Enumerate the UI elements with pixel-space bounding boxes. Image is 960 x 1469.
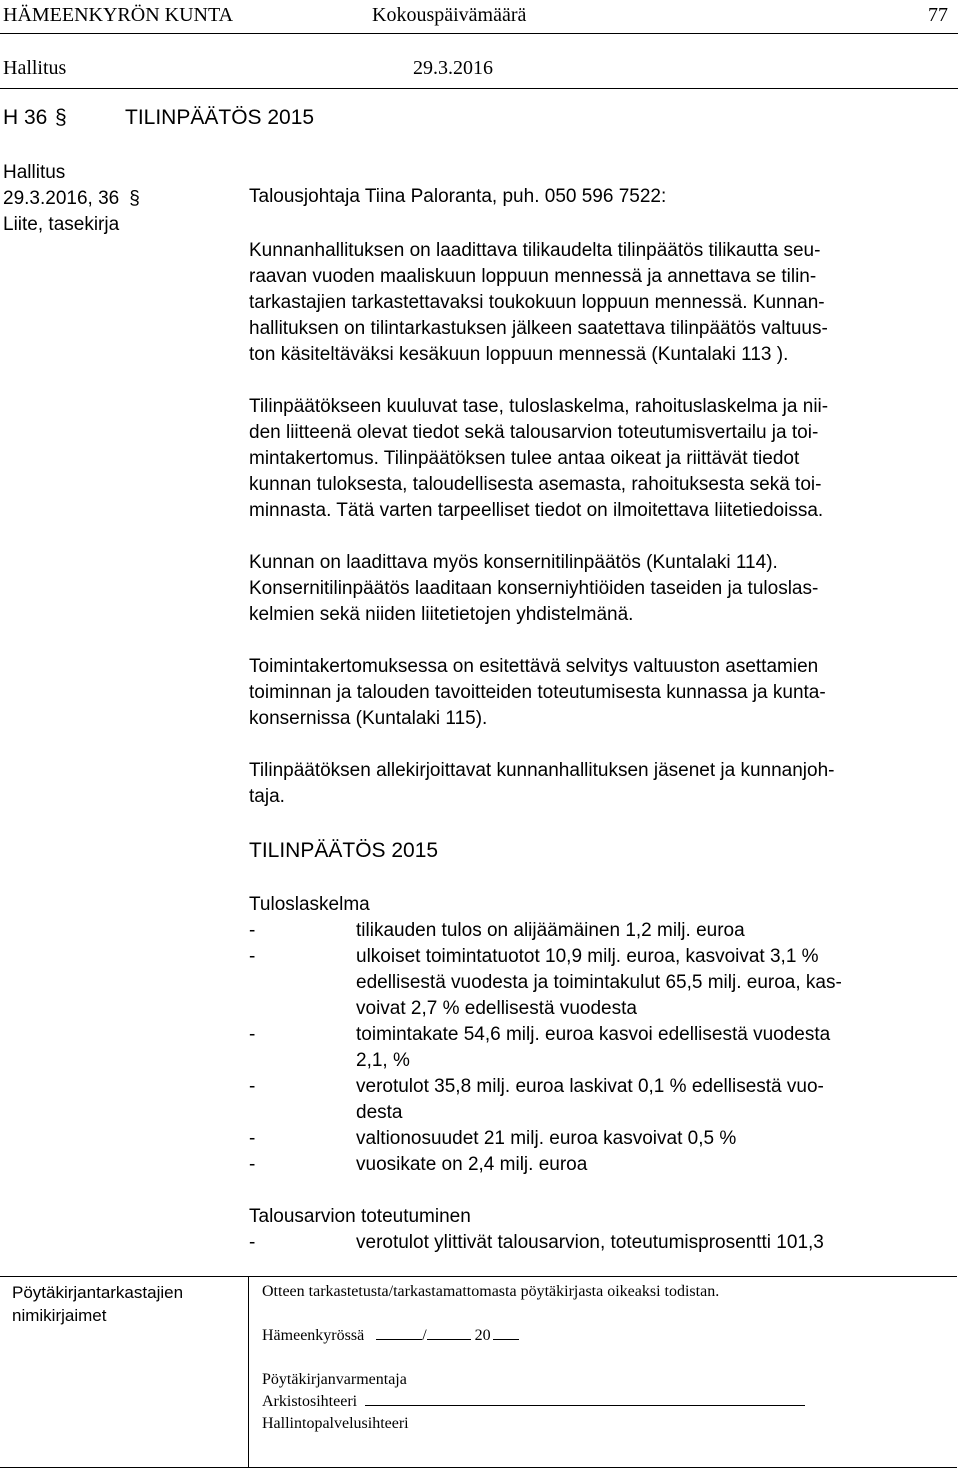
list-text: verotulot 35,8 milj. euroa laskivat 0,1 % edellisestä vuo- bbox=[356, 1076, 824, 1097]
list-item bbox=[249, 1230, 949, 1256]
list-dash: - bbox=[249, 1232, 256, 1253]
text-line: den liitteenä olevat tiedot sekä talousarvion toteutumisvertailu ja toi- bbox=[249, 422, 819, 443]
list-dash: - bbox=[249, 946, 256, 967]
list-item bbox=[249, 1022, 949, 1048]
paragraph-3 bbox=[249, 550, 949, 628]
text-line: Tilinpäätöksen allekirjoittavat kunnanhallituksen jäsenet ja kunnanjoh- bbox=[249, 760, 835, 781]
section-heading bbox=[3, 106, 314, 130]
header-date: 29.3.2016 bbox=[413, 57, 493, 79]
report-title: TILINPÄÄTÖS 2015 bbox=[249, 839, 439, 862]
meeting-date-label: Kokouspäivämäärä bbox=[372, 4, 527, 26]
contact-line: Talousjohtaja Tiina Paloranta, puh. 050 596 7522: bbox=[249, 186, 667, 207]
page-number: 77 bbox=[928, 4, 948, 26]
section-sign-icon: § bbox=[55, 106, 67, 129]
list-item bbox=[249, 918, 949, 944]
list-text-cont: 2,1, % bbox=[356, 1050, 410, 1071]
section-sign-icon: § bbox=[129, 188, 140, 209]
list-text: vuosikate on 2,4 milj. euroa bbox=[356, 1154, 588, 1175]
list-item bbox=[249, 1074, 949, 1100]
list-item bbox=[249, 944, 949, 970]
list-text-cont: edellisestä vuodesta ja toimintakulut 65,5 milj. euroa, kas- bbox=[356, 972, 842, 993]
text-line: tarkastajien tarkastettavaksi toukokuun loppuun mennessä. Kunnan- bbox=[249, 292, 825, 313]
meeting-meta bbox=[3, 160, 140, 238]
text-line: Kunnan on laadittava myös konsernitilinpäätös (Kuntalaki 114). bbox=[249, 552, 778, 573]
list-text: valtionosuudet 21 milj. euroa kasvoivat 0,5 % bbox=[356, 1128, 737, 1149]
header-body-name: Hallitus bbox=[3, 57, 67, 79]
spacer bbox=[249, 628, 949, 654]
month-blank bbox=[427, 1325, 471, 1340]
section-title: TILINPÄÄTÖS 2015 bbox=[125, 106, 315, 129]
signature-blank bbox=[365, 1391, 805, 1406]
meta-body: Hallitus bbox=[3, 162, 66, 183]
certification-text: Otteen tarkastetusta/tarkastamattomasta pöytäkirjasta oikeaksi todistan. bbox=[262, 1283, 720, 1300]
list-dash: - bbox=[249, 1024, 256, 1045]
list-item bbox=[249, 1152, 949, 1178]
municipality-name: HÄMEENKYRÖN KUNTA bbox=[3, 4, 234, 26]
section-code: H 36 bbox=[3, 106, 48, 129]
paragraph-2 bbox=[249, 394, 949, 524]
header-rule-top bbox=[0, 33, 958, 34]
text-line: Tilinpäätökseen kuuluvat tase, tuloslaskelma, rahoituslaskelma ja nii- bbox=[249, 396, 829, 417]
budget-heading: Talousarvion toteutuminen bbox=[249, 1206, 471, 1227]
text-line: kelmien sekä niiden liitetietojen yhdistelmänä. bbox=[249, 604, 634, 625]
list-dash: - bbox=[249, 1128, 256, 1149]
initials-label bbox=[12, 1281, 183, 1327]
initials-label-line: Pöytäkirjantarkastajien bbox=[12, 1283, 184, 1302]
date-slash: / bbox=[422, 1327, 427, 1344]
text-line: Kunnanhallituksen on laadittava tilikaudelta tilinpäätös tilikautta seu- bbox=[249, 240, 821, 261]
spacer bbox=[249, 732, 949, 758]
signer-title: Hallintopalvelusihteeri bbox=[262, 1415, 409, 1432]
paragraph-5 bbox=[249, 758, 949, 810]
list-text-cont: desta bbox=[356, 1102, 403, 1123]
list-text: toimintakate 54,6 milj. euroa kasvoi edellisestä vuodesta bbox=[356, 1024, 831, 1045]
footer-divider bbox=[248, 1277, 249, 1467]
list-dash: - bbox=[249, 920, 256, 941]
income-list bbox=[249, 918, 949, 1178]
place-date-line bbox=[262, 1325, 805, 1347]
certification-block bbox=[262, 1281, 805, 1435]
list-text: tilikauden tulos on alijäämäinen 1,2 milj. euroa bbox=[356, 920, 745, 941]
text-line: raavan vuoden maaliskuun loppuun mennessä ja annettava se tilin- bbox=[249, 266, 817, 287]
text-line: Toimintakertomuksessa on esitettävä selvitys valtuuston asettamien bbox=[249, 656, 819, 677]
list-text: verotulot ylittivät talousarvion, toteutumisprosentti 101,3 bbox=[356, 1232, 824, 1253]
meta-date: 29.3.2016, 36 bbox=[3, 188, 120, 209]
spacer bbox=[249, 368, 949, 394]
initials-label-line: nimikirjaimet bbox=[12, 1306, 107, 1325]
paragraph-1 bbox=[249, 238, 949, 368]
text-line: toiminnan ja talouden tavoitteiden toteutumisesta kunnassa ja kunta- bbox=[249, 682, 826, 703]
meta-attachment: Liite, tasekirja bbox=[3, 214, 120, 235]
spacer bbox=[249, 1178, 949, 1204]
list-text: ulkoiset toimintatuotot 10,9 milj. euroa, kasvoivat 3,1 % bbox=[356, 946, 819, 967]
signature-footer bbox=[0, 1276, 957, 1468]
spacer bbox=[249, 524, 949, 550]
text-line: minnasta. Tätä varten tarpeelliset tiedot on ilmoitettava liitetiedoissa. bbox=[249, 500, 824, 521]
day-blank bbox=[376, 1325, 422, 1340]
list-item bbox=[249, 1126, 949, 1152]
income-heading: Tuloslaskelma bbox=[249, 894, 370, 915]
header-rule-bottom bbox=[0, 88, 958, 89]
paragraph-4 bbox=[249, 654, 949, 732]
text-line: taja. bbox=[249, 786, 285, 807]
spacer bbox=[249, 866, 949, 892]
list-dash: - bbox=[249, 1154, 256, 1175]
year-prefix: 20 bbox=[474, 1327, 491, 1344]
text-line: mintakertomus. Tilinpäätöksen tulee antaa oikeat ja riittävät tiedot bbox=[249, 448, 800, 469]
place-name: Hämeenkyrössä bbox=[262, 1327, 365, 1344]
main-body bbox=[249, 238, 949, 1256]
text-line: kunnan tuloksesta, taloudellisesta asemasta, rahoituksesta sekä toi- bbox=[249, 474, 822, 495]
text-line: hallituksen on tilintarkastuksen jälkeen saatettava tilinpäätös valtuus- bbox=[249, 318, 828, 339]
text-line: konsernissa (Kuntalaki 115). bbox=[249, 708, 488, 729]
signer-title: Arkistosihteeri bbox=[262, 1393, 358, 1410]
text-line: Konsernitilinpäätös laaditaan konserniyhtiöiden taseiden ja tuloslas- bbox=[249, 578, 819, 599]
spacer bbox=[262, 1303, 805, 1325]
text-line: ton käsiteltäväksi kesäkuun loppuun mennessä (Kuntalaki 113 ). bbox=[249, 344, 789, 365]
year-blank bbox=[493, 1325, 519, 1340]
signer-title: Pöytäkirjanvarmentaja bbox=[262, 1371, 407, 1388]
meta-date-line bbox=[3, 186, 140, 212]
spacer bbox=[249, 810, 949, 836]
signature-line-row bbox=[262, 1391, 805, 1413]
list-dash: - bbox=[249, 1076, 256, 1097]
list-text-cont: voivat 2,7 % edellisestä vuodesta bbox=[356, 998, 637, 1019]
spacer bbox=[262, 1347, 805, 1369]
